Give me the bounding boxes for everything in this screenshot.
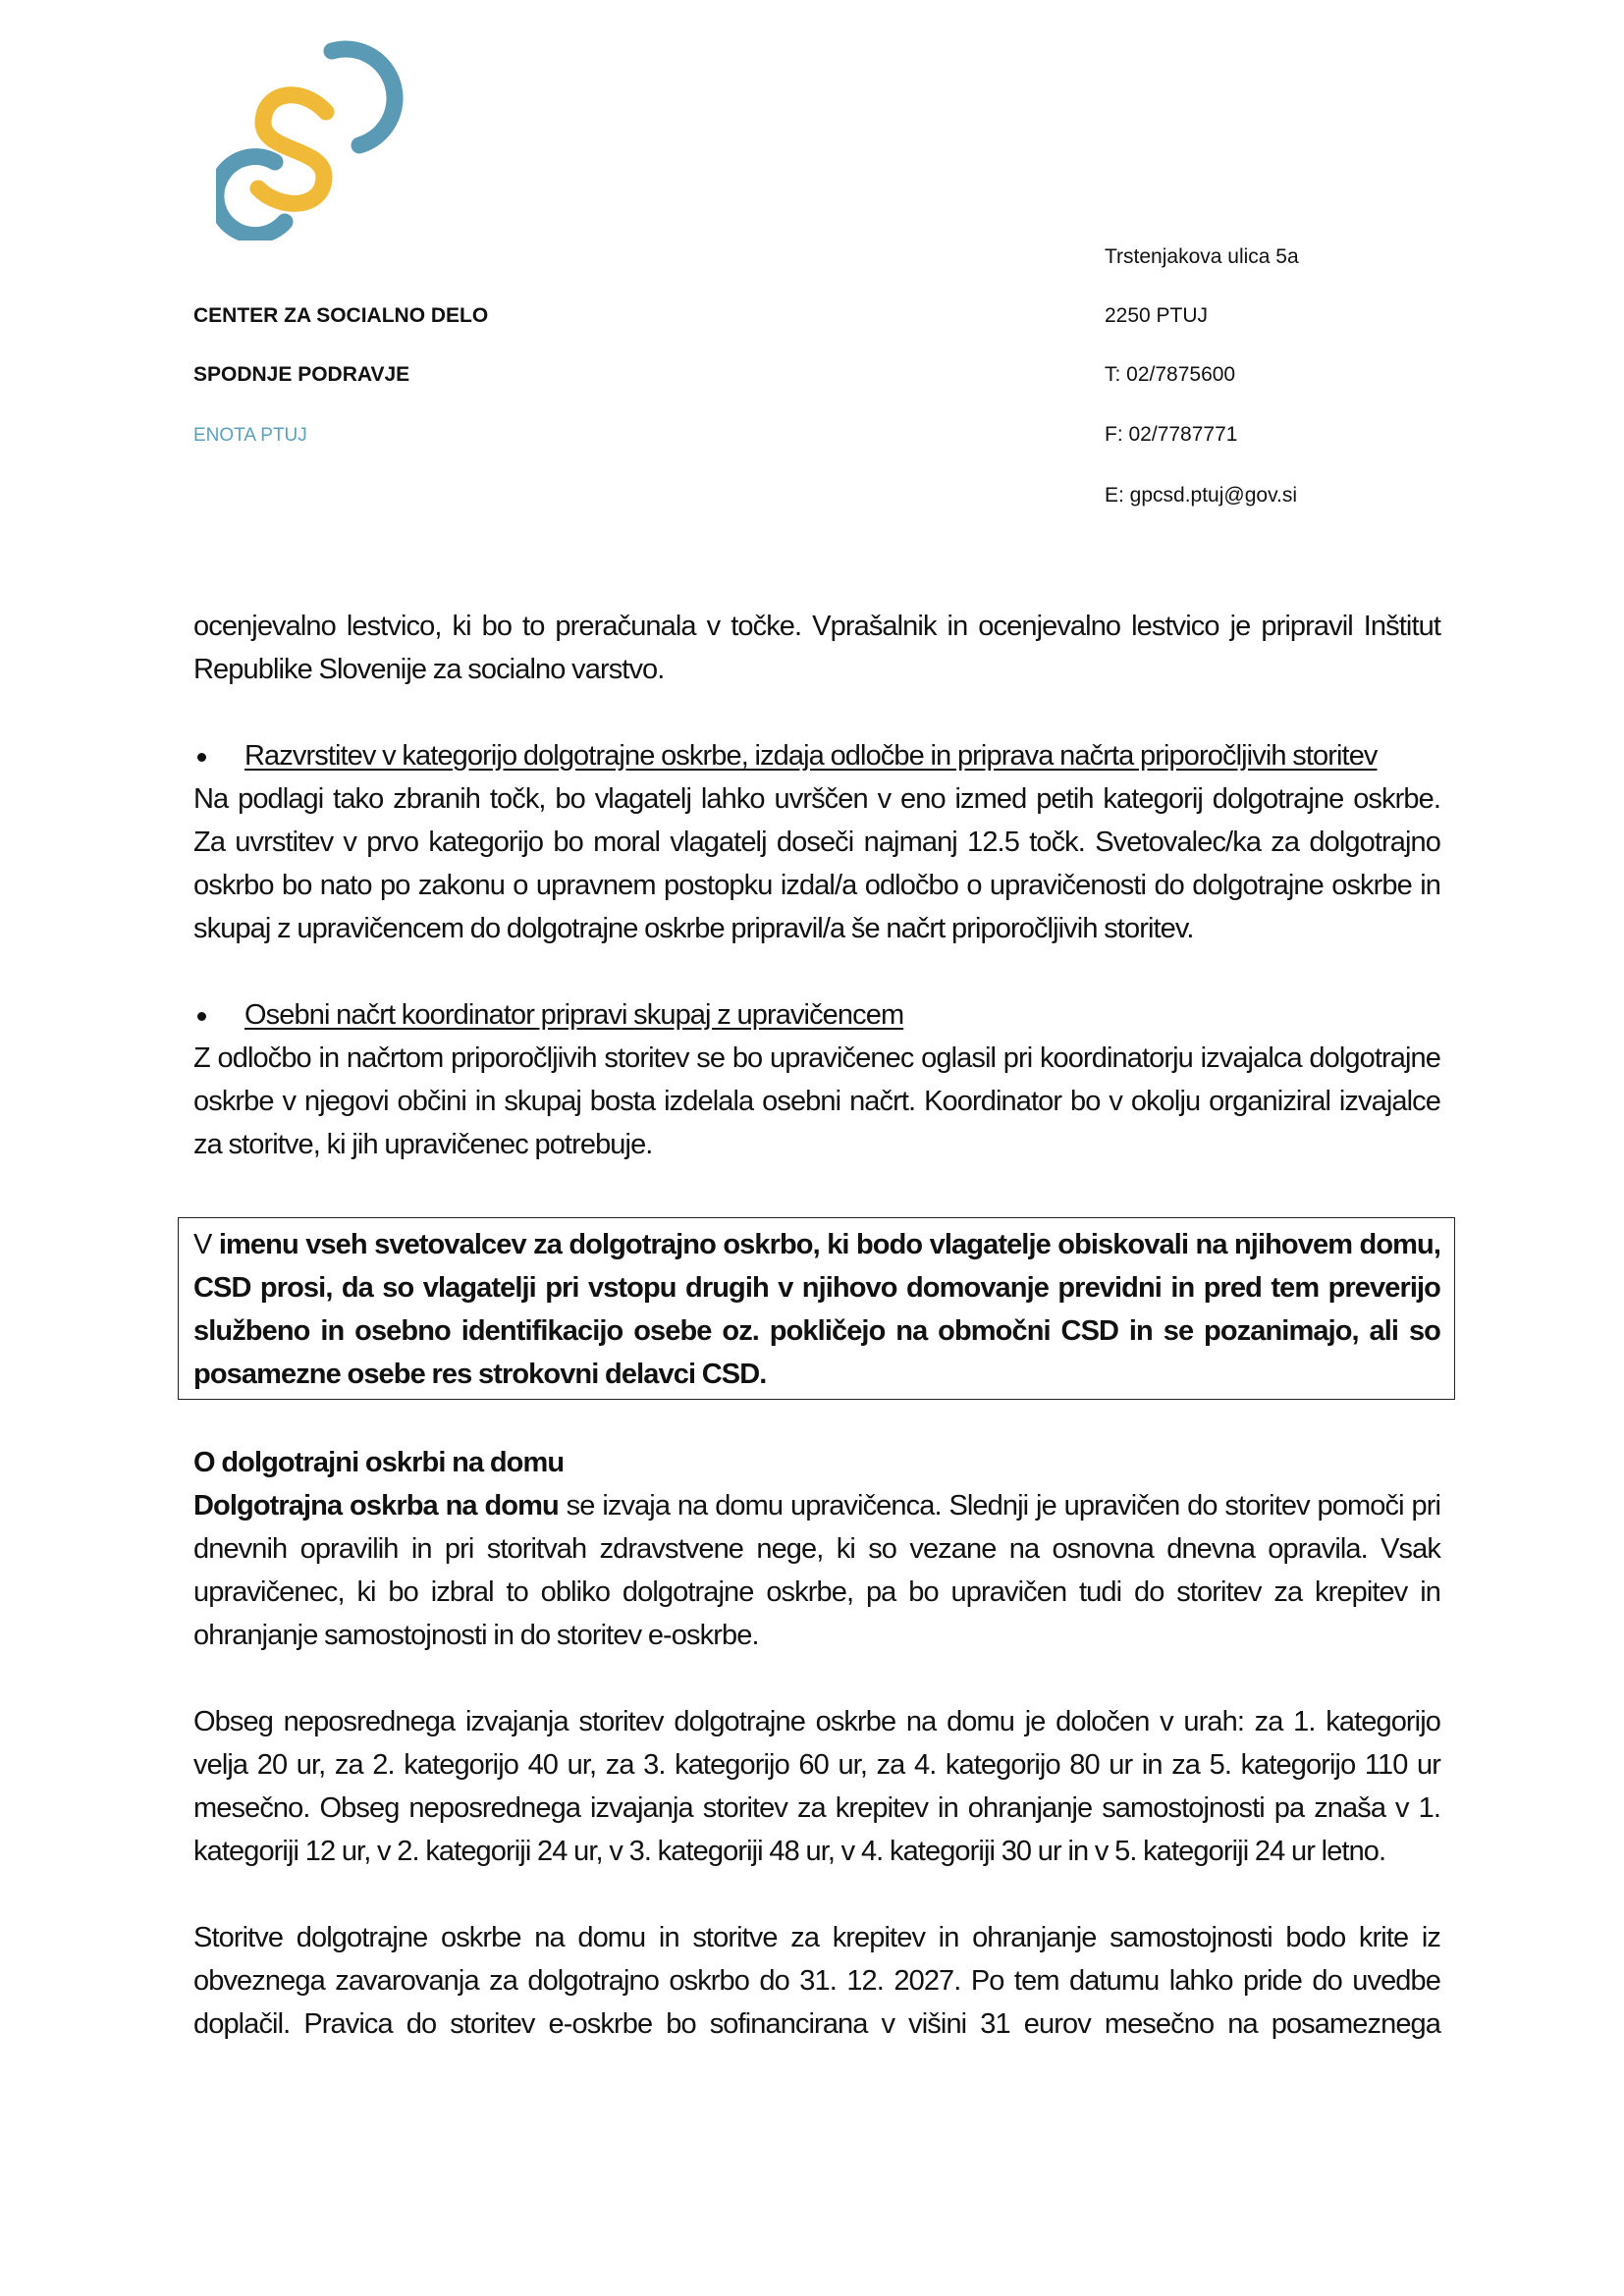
paragraph-line: velja 20 ur, za 2. kategorijo 40 ur, za 3. kategorijo 60 ur, za 4. kategorijo 80 ur in za 5. kategorijo 110 ur <box>193 1749 1440 1781</box>
notice-bold: imenu vseh svetovalcev za dolgotrajno oskrbo, ki bodo vlagatelje obiskovali na njihovem domu, <box>218 1229 1440 1260</box>
paragraph-line: mesečno. Obseg neposrednega izvajanja storitev za krepitev in ohranjanje samostojnosti pa znaša v 1. <box>193 1792 1440 1824</box>
org-unit: ENOTA PTUJ <box>193 425 307 446</box>
paragraph-line: Z odločbo in načrtom priporočljivih storitev se bo upravičenec oglasil pri koordinatorju izvajalca dolgotrajne <box>193 1042 1440 1074</box>
intro-line: Republike Slovenije za socialno varstvo. <box>193 654 665 685</box>
notice-line <box>193 1223 1440 1266</box>
paragraph-line: oskrbe v njegovi občini in skupaj bosta izdelala osebni načrt. Koordinator bo v okolju organiziral izvajalce <box>193 1086 1440 1117</box>
section-heading: Razvrstitev v kategorijo dolgotrajne oskrbe, izdaja odločbe in priprava načrta priporočljivih storitev <box>244 740 1378 772</box>
home-care-term: Dolgotrajna oskrba na domu <box>193 1490 559 1522</box>
org-name-line2: SPODNJE PODRAVJE <box>193 363 410 386</box>
bullet-icon <box>197 1012 206 1021</box>
address-city: 2250 PTUJ <box>1105 304 1209 327</box>
org-name-line1: CENTER ZA SOCIALNO DELO <box>193 304 489 327</box>
paragraph-line: Storitve dolgotrajne oskrbe na domu in storitve za krepitev in ohranjanje samostojnosti bodo krite iz <box>193 1922 1440 1953</box>
paragraph-line: oskrbo bo nato po zakonu o upravnem postopku izdal/a odločbo o upravičenosti do dolgotrajne oskrbe in <box>193 870 1440 901</box>
intro-line: ocenjevalno lestvico, ki bo to preračunala v točke. Vprašalnik in ocenjevalno lestvico je pripravil Inštitut <box>193 611 1440 642</box>
notice-line: CSD prosi, da so vlagatelji pri vstopu drugih v njihovo domovanje previdni in pred tem preverijo <box>193 1272 1440 1304</box>
home-care-title: O dolgotrajni oskrbi na domu <box>193 1447 565 1478</box>
paragraph-line: dnevnih opravilih in pri storitvah zdravstvene nege, ki so vezane na osnovna dnevna opravila. Vsak <box>193 1533 1440 1565</box>
notice-lead: V <box>193 1229 219 1260</box>
bullet-heading-personal-plan <box>193 993 1440 1037</box>
paragraph-line: upravičenec, ki bo izbral to obliko dolgotrajne oskrbe, pa bo upravičen tudi do storitev za krepitev in <box>193 1576 1440 1608</box>
paragraph-line: kategoriji 12 ur, v 2. kategoriji 24 ur, v 3. kategoriji 48 ur, v 4. kategoriji 30 ur in v 5. kategoriji 24 ur letno. <box>193 1836 1386 1867</box>
fax: F: 02/7787771 <box>1105 423 1238 446</box>
bullet-heading-classification <box>193 734 1440 777</box>
bullet-icon <box>197 753 206 762</box>
body-home-care <box>193 1441 1440 2046</box>
notice-line: službeno in osebno identifikacijo osebe oz. pokličejo na območni CSD in se pozanimajo, ali so <box>193 1315 1440 1347</box>
paragraph-line: doplačil. Pravica do storitev e-oskrbe bo sofinancirana v višini 31 eurov mesečno na posameznega <box>193 2008 1440 2040</box>
section-heading: Osebni načrt koordinator pripravi skupaj z upravičencem <box>244 999 904 1031</box>
email: E: gpcsd.ptuj@gov.si <box>1105 484 1298 507</box>
address-street: Trstenjakova ulica 5a <box>1105 245 1299 268</box>
csd-logo-icon <box>216 29 412 240</box>
notice-text <box>193 1223 1440 1396</box>
notice-line: posamezne osebe res strokovni delavci CSD. <box>193 1359 767 1390</box>
paragraph-line: obveznega zavarovanja za dolgotrajno oskrbo do 31. 12. 2027. Po tem datumu lahko pride do uvedbe <box>193 1965 1440 1997</box>
phone: T: 02/7875600 <box>1105 363 1236 386</box>
body-top <box>193 605 1440 1166</box>
paragraph-line: Obseg neposrednega izvajanja storitev dolgotrajne oskrbe na domu je določen v urah: za 1. kategorijo <box>193 1706 1440 1737</box>
paragraph-line: za storitve, ki jih upravičenec potrebuje. <box>193 1129 653 1160</box>
paragraph-line: Dolgotrajna oskrba na domu se izvaja na domu upravičenca. Slednji je upravičen do storitev pomoči pri <box>193 1490 1440 1522</box>
paragraph-line: skupaj z upravičencem do dolgotrajne oskrbe pripravil/a še načrt priporočljivih storitev. <box>193 913 1194 944</box>
paragraph-line: Za uvrstitev v prvo kategorijo bo moral vlagatelj doseči najmanj 12.5 točk. Svetovalec/ka za dolgotrajno <box>193 827 1440 858</box>
paragraph-line: ohranjanje samostojnosti in do storitev e-oskrbe. <box>193 1620 759 1651</box>
paragraph-line: Na podlagi tako zbranih točk, bo vlagatelj lahko uvrščen v eno izmed petih kategorij dolgotrajne oskrbe. <box>193 783 1440 815</box>
